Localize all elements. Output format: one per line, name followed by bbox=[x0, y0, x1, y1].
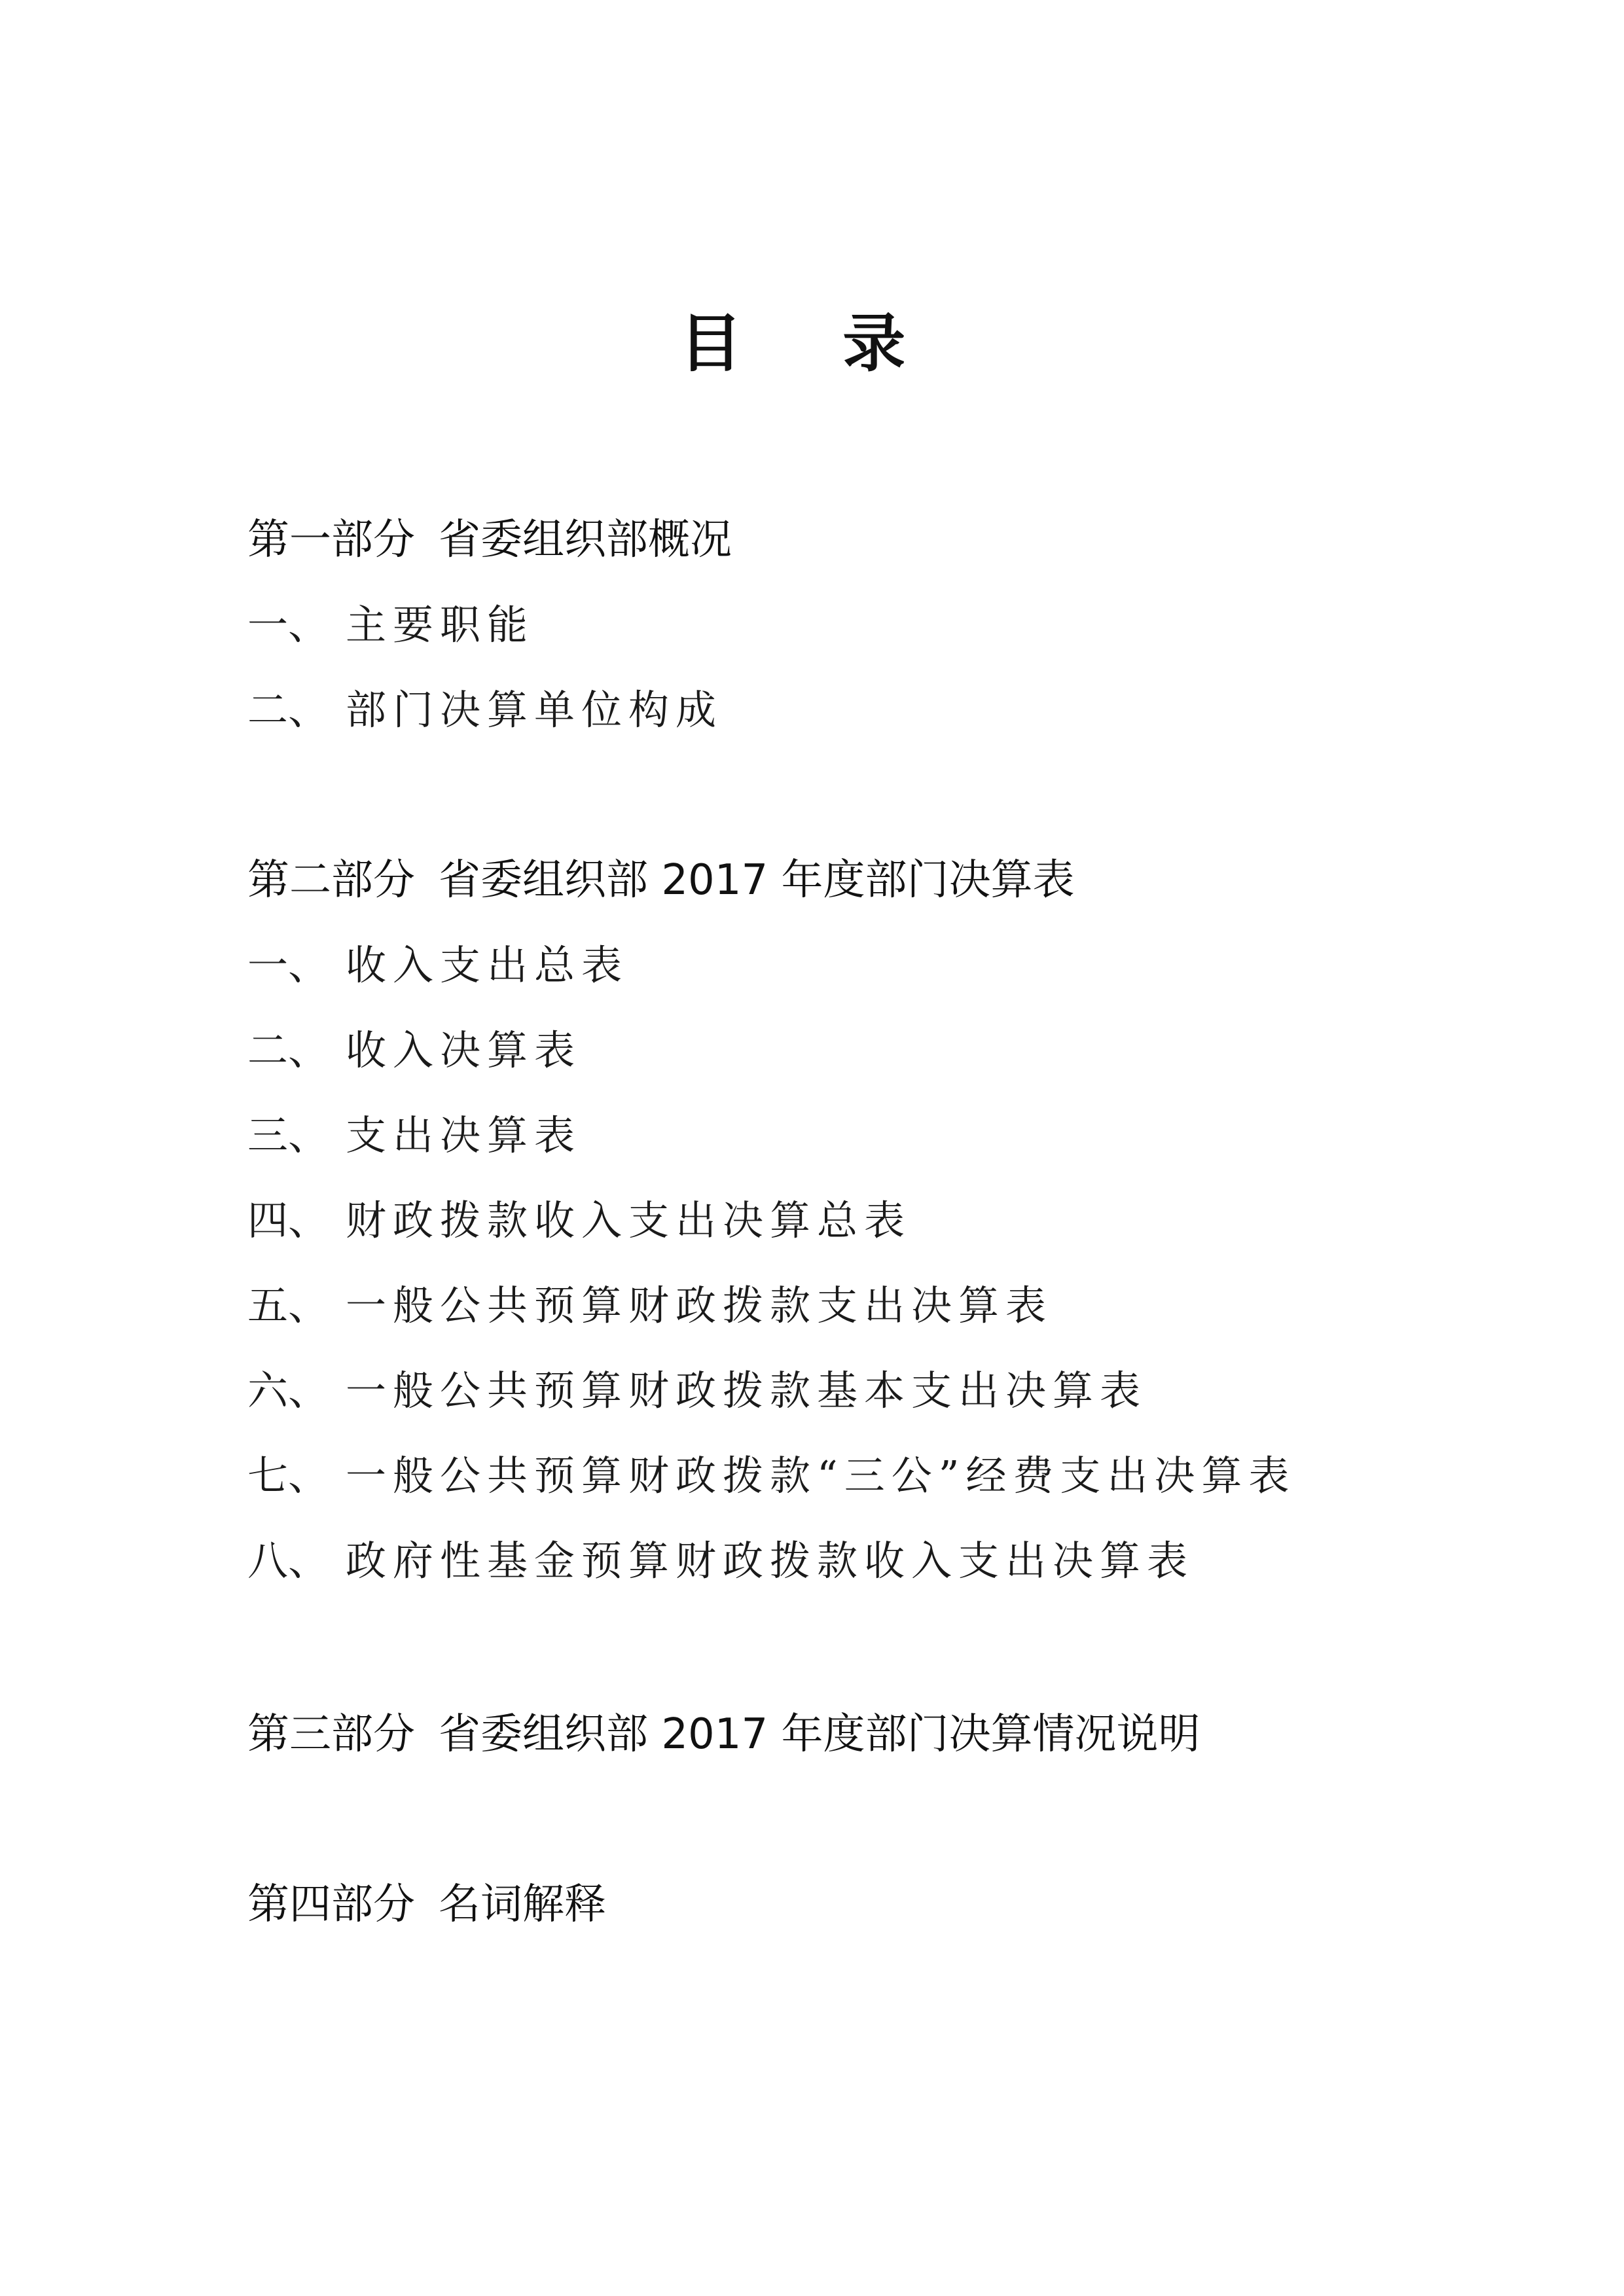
item-label: 主要职能 bbox=[346, 601, 535, 649]
item-index: 一、 bbox=[247, 941, 329, 989]
item-label: 收入支出总表 bbox=[346, 941, 629, 989]
part-number: 第一部分 bbox=[247, 516, 415, 564]
item-label: 一般公共预算财政拨款“三公”经费支出决算表 bbox=[346, 1452, 1296, 1499]
item-index: 三、 bbox=[247, 1111, 329, 1159]
item-label: 一般公共预算财政拨款支出决算表 bbox=[346, 1282, 1053, 1329]
toc-item bbox=[247, 936, 628, 995]
toc-part-2 bbox=[247, 851, 1075, 910]
part-title: 名词解释 bbox=[439, 1880, 606, 1929]
item-index: 六、 bbox=[247, 1367, 329, 1414]
item-label: 财政拨款收入支出决算总表 bbox=[346, 1196, 912, 1244]
toc-item bbox=[247, 596, 534, 655]
part-title: 省委组织部 2017 年度部门决算情况说明 bbox=[439, 1710, 1200, 1759]
item-label: 政府性基金预算财政拨款收入支出决算表 bbox=[346, 1537, 1195, 1585]
toc-item bbox=[247, 681, 723, 740]
part-number: 第三部分 bbox=[247, 1710, 415, 1759]
toc-item bbox=[247, 1276, 1053, 1335]
toc-item bbox=[247, 1446, 1295, 1505]
item-index: 一、 bbox=[247, 601, 329, 649]
part-number: 第二部分 bbox=[247, 856, 415, 905]
item-label: 支出决算表 bbox=[346, 1111, 582, 1159]
item-label: 部门决算单位构成 bbox=[346, 686, 723, 734]
item-index: 二、 bbox=[247, 686, 329, 734]
toc-item bbox=[247, 1021, 581, 1080]
item-index: 二、 bbox=[247, 1026, 329, 1074]
part-number: 第四部分 bbox=[247, 1880, 415, 1929]
item-index: 五、 bbox=[247, 1282, 329, 1329]
item-label: 一般公共预算财政拨款基本支出决算表 bbox=[346, 1367, 1147, 1414]
toc-item bbox=[247, 1532, 1194, 1590]
part-title: 省委组织部概况 bbox=[439, 516, 732, 564]
toc-part-1 bbox=[247, 511, 732, 569]
toc-item bbox=[247, 1191, 911, 1250]
item-label: 收入决算表 bbox=[346, 1026, 582, 1074]
toc-item bbox=[247, 1361, 1147, 1420]
toc-part-3 bbox=[247, 1705, 1200, 1764]
part-title: 省委组织部 2017 年度部门决算表 bbox=[439, 856, 1075, 905]
toc-title: 目 录 bbox=[679, 307, 945, 380]
toc-part-4 bbox=[247, 1875, 606, 1934]
toc-item bbox=[247, 1106, 581, 1165]
item-index: 七、 bbox=[247, 1452, 329, 1499]
item-index: 四、 bbox=[247, 1196, 329, 1244]
item-index: 八、 bbox=[247, 1537, 329, 1585]
